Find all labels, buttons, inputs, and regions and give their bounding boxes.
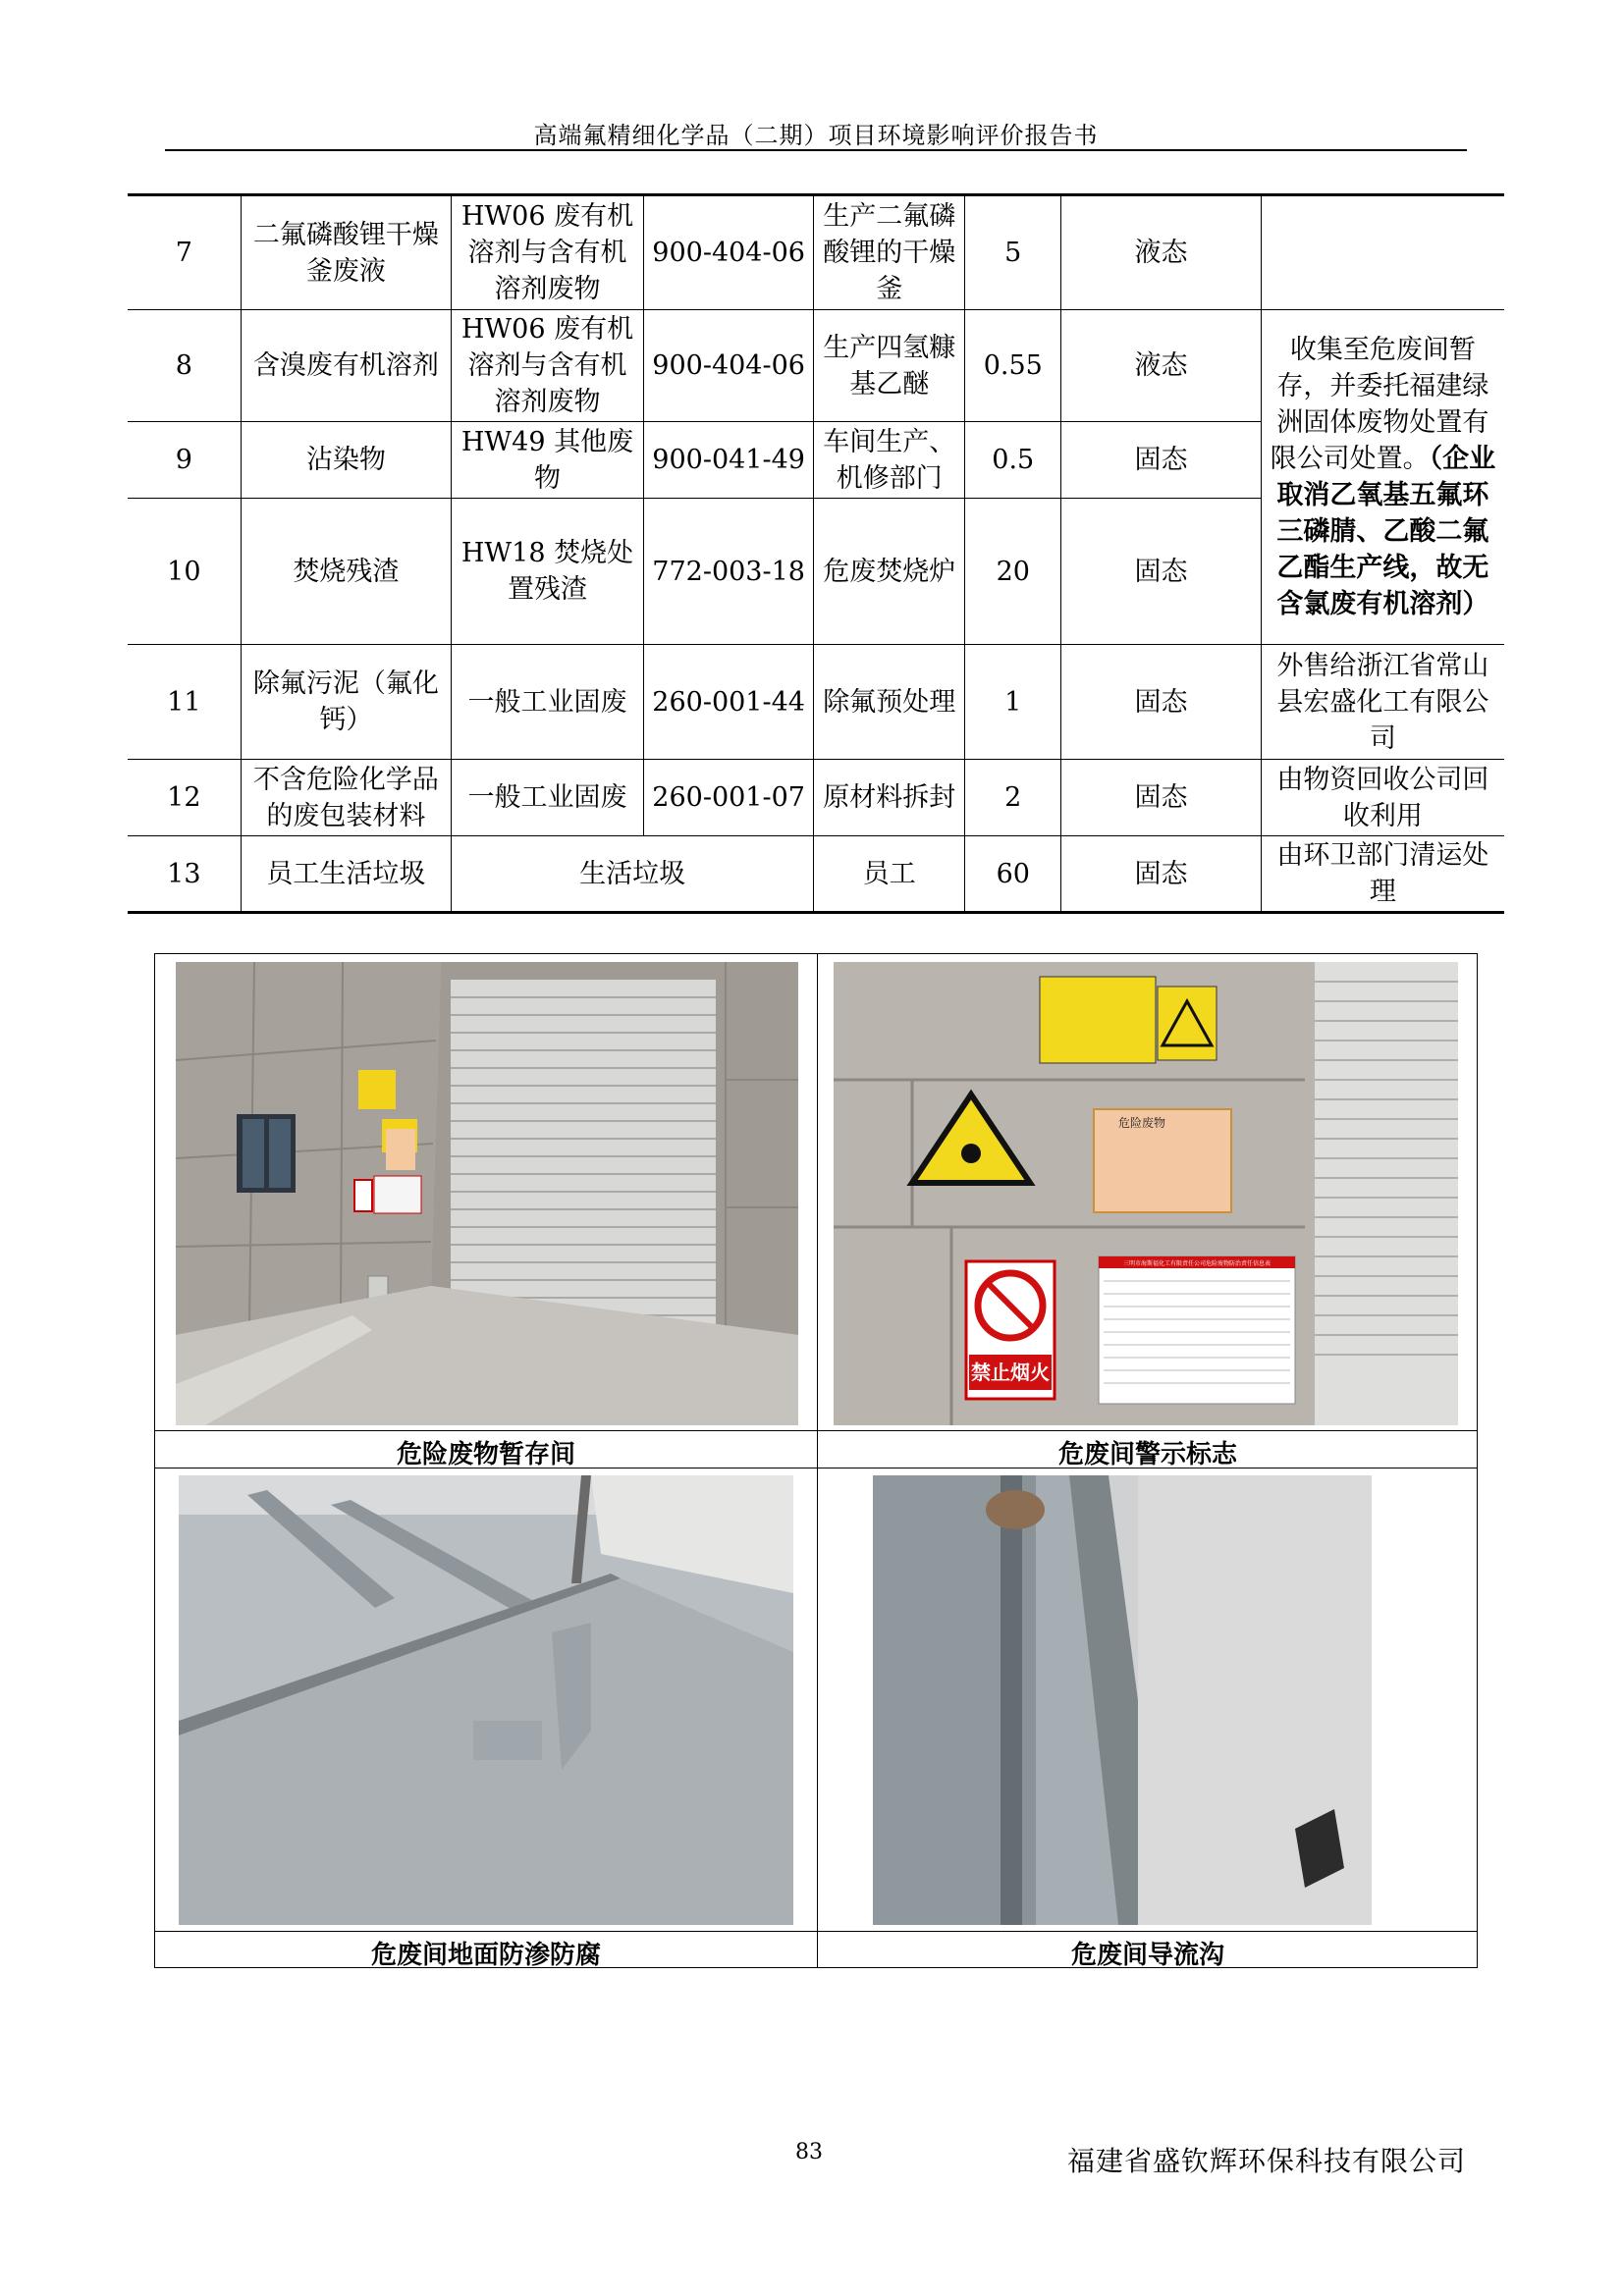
cell-code: 260-001-07: [643, 760, 813, 836]
cell-no: 8: [128, 310, 241, 422]
cell-source: 原材料拆封: [814, 760, 965, 836]
cell-source: 生产四氢糠基乙醚: [814, 310, 965, 422]
cell-form: 固态: [1061, 422, 1262, 499]
cell-no: 13: [128, 836, 241, 913]
cell-form: 固态: [1061, 836, 1262, 913]
cell-disposal-hazardous: [1261, 310, 1504, 645]
table-row: [128, 836, 1504, 913]
cell-amount: 20: [965, 499, 1061, 645]
cell-code: 260-001-44: [643, 645, 813, 760]
cell-name: 不含危险化学品的废包装材料: [241, 760, 451, 836]
cell-amount: 2: [965, 760, 1061, 836]
cell-code: 900-404-06: [643, 195, 813, 310]
cell-source: 车间生产、机修部门: [814, 422, 965, 499]
cell-code: 900-041-49: [643, 422, 813, 499]
drainage-gutter-illustration: [873, 1475, 1372, 1925]
no-fire-sign-text: 禁止烟火: [971, 1361, 1050, 1384]
cell-no: 11: [128, 645, 241, 760]
cell-disposal-domestic: 由环卫部门清运处理: [1261, 836, 1504, 913]
header-rule: [165, 149, 1467, 151]
caption-warning-signs: 危废间警示标志: [1057, 1440, 1237, 1469]
notice-board-title: 三明市海斯福化工有限责任公司危险废物防治责任信息表: [1122, 1260, 1271, 1267]
caption-floor-coating: 危废间地面防渗防腐: [370, 1941, 601, 1970]
cell-amount: 60: [965, 836, 1061, 913]
cell-source: 危废焚烧炉: [814, 499, 965, 645]
cell-name: 含溴废有机溶剂: [241, 310, 451, 422]
photo-grid: [154, 953, 1478, 1968]
cell-disposal-sludge: 外售给浙江省常山县宏盛化工有限公司: [1261, 645, 1504, 760]
cell-disposal-empty: [1261, 195, 1504, 310]
cell-name: 除氟污泥（氟化钙）: [241, 645, 451, 760]
cell-category: HW18 焚烧处置残渣: [451, 499, 643, 645]
cell-amount: 0.55: [965, 310, 1061, 422]
cell-form: 液态: [1061, 310, 1262, 422]
cell-disposal-packaging: 由物资回收公司回收利用: [1261, 760, 1504, 836]
table-row: [128, 760, 1504, 836]
cell-category: HW49 其他废物: [451, 422, 643, 499]
caption-storage-room: 危险废物暂存间: [396, 1440, 575, 1469]
cell-no: 9: [128, 422, 241, 499]
cell-amount: 0.5: [965, 422, 1061, 499]
page-header-title: 高端氟精细化学品（二期）项目环境影响评价报告书: [533, 122, 1099, 149]
cell-source: 生产二氟磷酸锂的干燥釜: [814, 195, 965, 310]
cell-code: 772-003-18: [643, 499, 813, 645]
cell-form: 固态: [1061, 760, 1262, 836]
warning-signs-illustration: [834, 962, 1458, 1425]
company-name: 福建省盛钦辉环保科技有限公司: [1066, 2145, 1466, 2177]
cell-no: 10: [128, 499, 241, 645]
cell-no: 12: [128, 760, 241, 836]
cell-name: 焚烧残渣: [241, 499, 451, 645]
cell-form: 固态: [1061, 645, 1262, 760]
caption-drainage-gutter: 危废间导流沟: [1070, 1941, 1224, 1970]
cell-code: 900-404-06: [643, 310, 813, 422]
cell-name: 员工生活垃圾: [241, 836, 451, 913]
photo-drainage-gutter: [873, 1475, 1372, 1925]
storage-room-illustration: [176, 962, 798, 1425]
board-title: 危险废物: [1118, 1116, 1166, 1130]
disposal-hazardous-note: （企业取消乙氧基五氟环三磷腈、乙酸二氟乙酯生产线，故无含氯废有机溶剂）: [1276, 444, 1496, 619]
photo-storage-room: [176, 962, 798, 1425]
cell-category: 生活垃圾: [451, 836, 813, 913]
disposal-hazardous-text: 收集至危废间暂存，并委托福建绿洲固体废物处置有限公司处置。: [1270, 335, 1489, 474]
photo-warning-signs: [834, 962, 1458, 1425]
cell-category: 一般工业固废: [451, 760, 643, 836]
cell-form: 固态: [1061, 499, 1262, 645]
cell-form: 液态: [1061, 195, 1262, 310]
table-row: [128, 310, 1504, 422]
cell-no: 7: [128, 195, 241, 310]
cell-amount: 1: [965, 645, 1061, 760]
cell-category: HW06 废有机溶剂与含有机溶剂废物: [451, 310, 643, 422]
cell-name: 沾染物: [241, 422, 451, 499]
cell-amount: 5: [965, 195, 1061, 310]
table-row: [128, 645, 1504, 760]
cell-category: 一般工业固废: [451, 645, 643, 760]
cell-source: 员工: [814, 836, 965, 913]
page-number: 83: [795, 2140, 823, 2164]
floor-coating-illustration: [179, 1475, 793, 1925]
grid-divider: [155, 1430, 1477, 1431]
cell-category: HW06 废有机溶剂与含有机溶剂废物: [451, 195, 643, 310]
table-row: [128, 195, 1504, 310]
photo-floor-coating: [179, 1475, 793, 1925]
waste-table: [128, 193, 1504, 914]
grid-divider: [155, 1931, 1477, 1932]
cell-name: 二氟磷酸锂干燥釜废液: [241, 195, 451, 310]
cell-source: 除氟预处理: [814, 645, 965, 760]
